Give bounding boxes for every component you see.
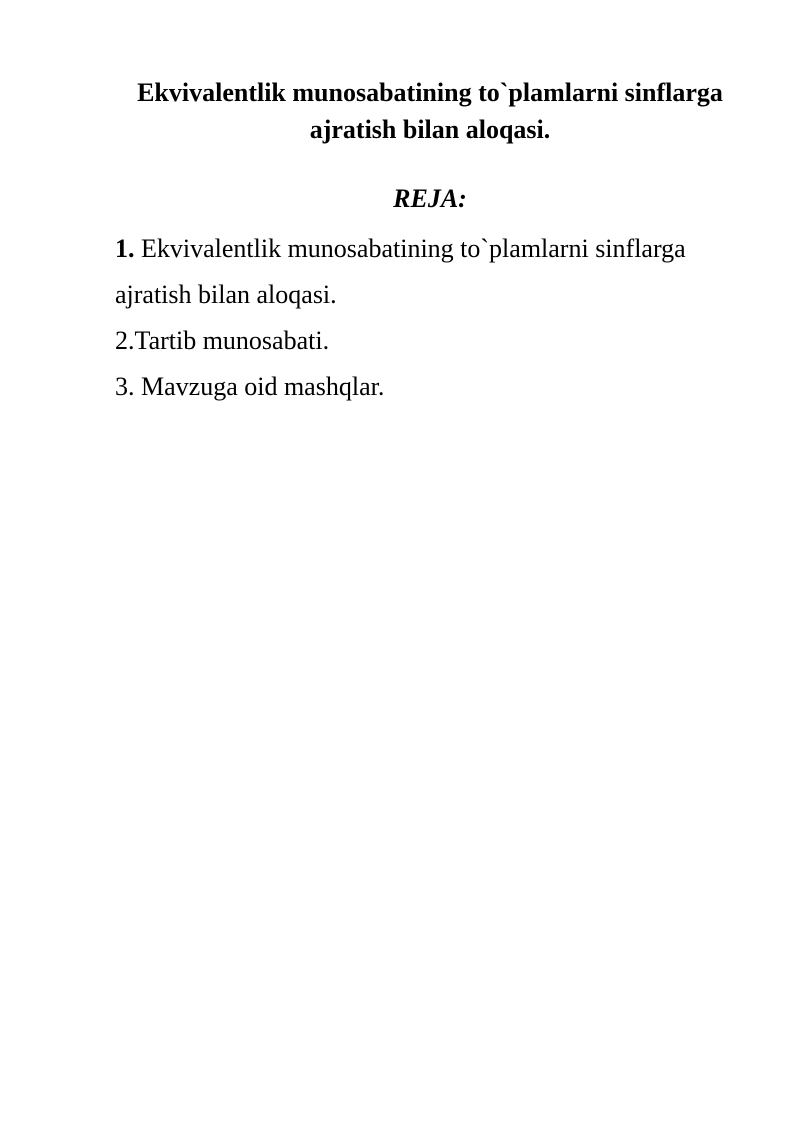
plan-list: [115, 226, 755, 410]
plan-item-2: 2.Tartib munosabati.: [115, 326, 330, 355]
page-title: [115, 74, 745, 148]
plan-item-1-number: 1.: [115, 234, 135, 263]
plan-item-1-line-1: [115, 226, 755, 272]
plan-item-3: 3. Mavzuga oid mashqlar.: [115, 372, 385, 401]
plan-heading: REJA:: [393, 184, 467, 213]
title-line-1: Ekvivalentlik munosabatining to`plamlarni sinflarga: [137, 78, 723, 107]
plan-item-1-text: Ekvivalentlik munosabatining to`plamlarni sinflarga: [134, 234, 686, 263]
plan-item-1-line-2: ajratish bilan aloqasi.: [115, 280, 337, 309]
title-line-2: ajratish bilan aloqasi.: [309, 115, 551, 144]
